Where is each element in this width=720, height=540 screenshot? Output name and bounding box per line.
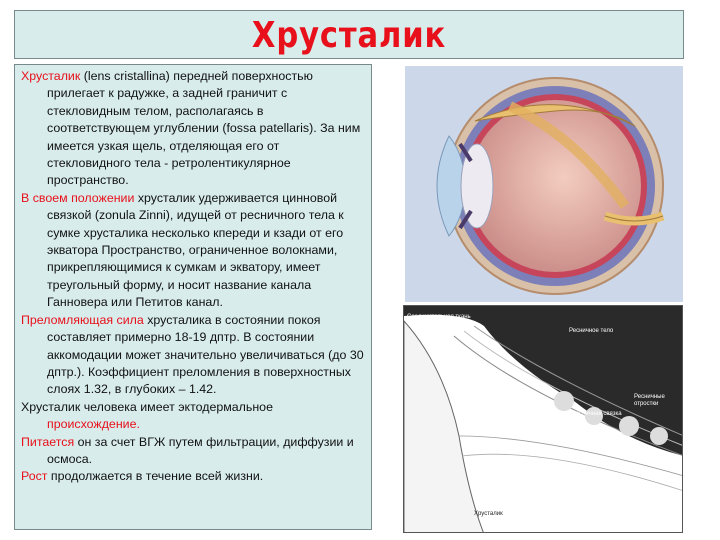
paragraph-body: (lens cristallina) передней поверхностью прилегает к радужке, а задней граничит с стекловидным телом, располагаясь в соответствующем углублении (fossa patellaris). За ним имеется узкая щель, отделяющая его от стекловидного тела - ретролентикулярное пространство. <box>47 69 361 188</box>
paragraph-4 <box>21 399 365 434</box>
page-title: Хрусталик <box>251 15 447 56</box>
ciliary-illustration <box>404 306 683 533</box>
paragraph-lead: Хрусталик <box>21 69 81 83</box>
paragraph-2 <box>21 190 365 312</box>
paragraph-3 <box>21 312 365 399</box>
paragraph-body: он за счет ВГЖ путем фильтрации, диффузии и осмоса. <box>47 434 354 466</box>
paragraph-lead: Питается <box>21 434 75 449</box>
eye-cross-section-image <box>405 66 683 302</box>
ciliary-body-image <box>403 305 683 533</box>
text-panel <box>14 64 372 530</box>
paragraph-body: хрусталика в состоянии покоя составляет примерно 18-19 дптр. В состоянии аккомодации может значительно увеличиваться (до 30 дптр.). Коэффициент преломления в поверхностных слоях 1.32, в глубоких – 1.42. <box>47 312 364 397</box>
paragraph-body: продолжается в течение всей жизни. <box>47 469 264 484</box>
paragraph-6 <box>21 468 365 485</box>
paragraph-1 <box>21 68 365 190</box>
paragraph-tail: происхождение. <box>47 417 140 432</box>
paragraph-body: хрусталик удерживается цинновой связкой (zonula Zinni), идущей от ресничного тела к сумке хрусталика несколько кпереди и кзади от его экватора Пространство, ограниченное волокнами, прикрепляющимися к сумкам и экватору, имеет треугольный форму, и носит название канала Ганновера или Петитов канал. <box>47 190 344 310</box>
label-ciliary-body: Ресничное тело <box>569 328 614 334</box>
label-lens: Хрусталик <box>474 511 503 517</box>
paragraph-lead: В своем положении <box>21 190 135 205</box>
paragraph-body: Хрусталик человека имеет эктодермальное <box>21 399 273 414</box>
title-banner <box>14 10 684 59</box>
label-ciliary-zonule: Ресничная связка <box>572 411 622 417</box>
paragraph-lead: Преломляющая сила <box>21 312 144 327</box>
label-ciliary-processes: Ресничные отростки <box>634 394 665 407</box>
label-connective-tissue: Соединительная ткань <box>407 314 471 320</box>
paragraph-5 <box>21 434 365 469</box>
paragraph-lead: Рост <box>21 469 48 484</box>
eye-illustration <box>405 66 683 302</box>
